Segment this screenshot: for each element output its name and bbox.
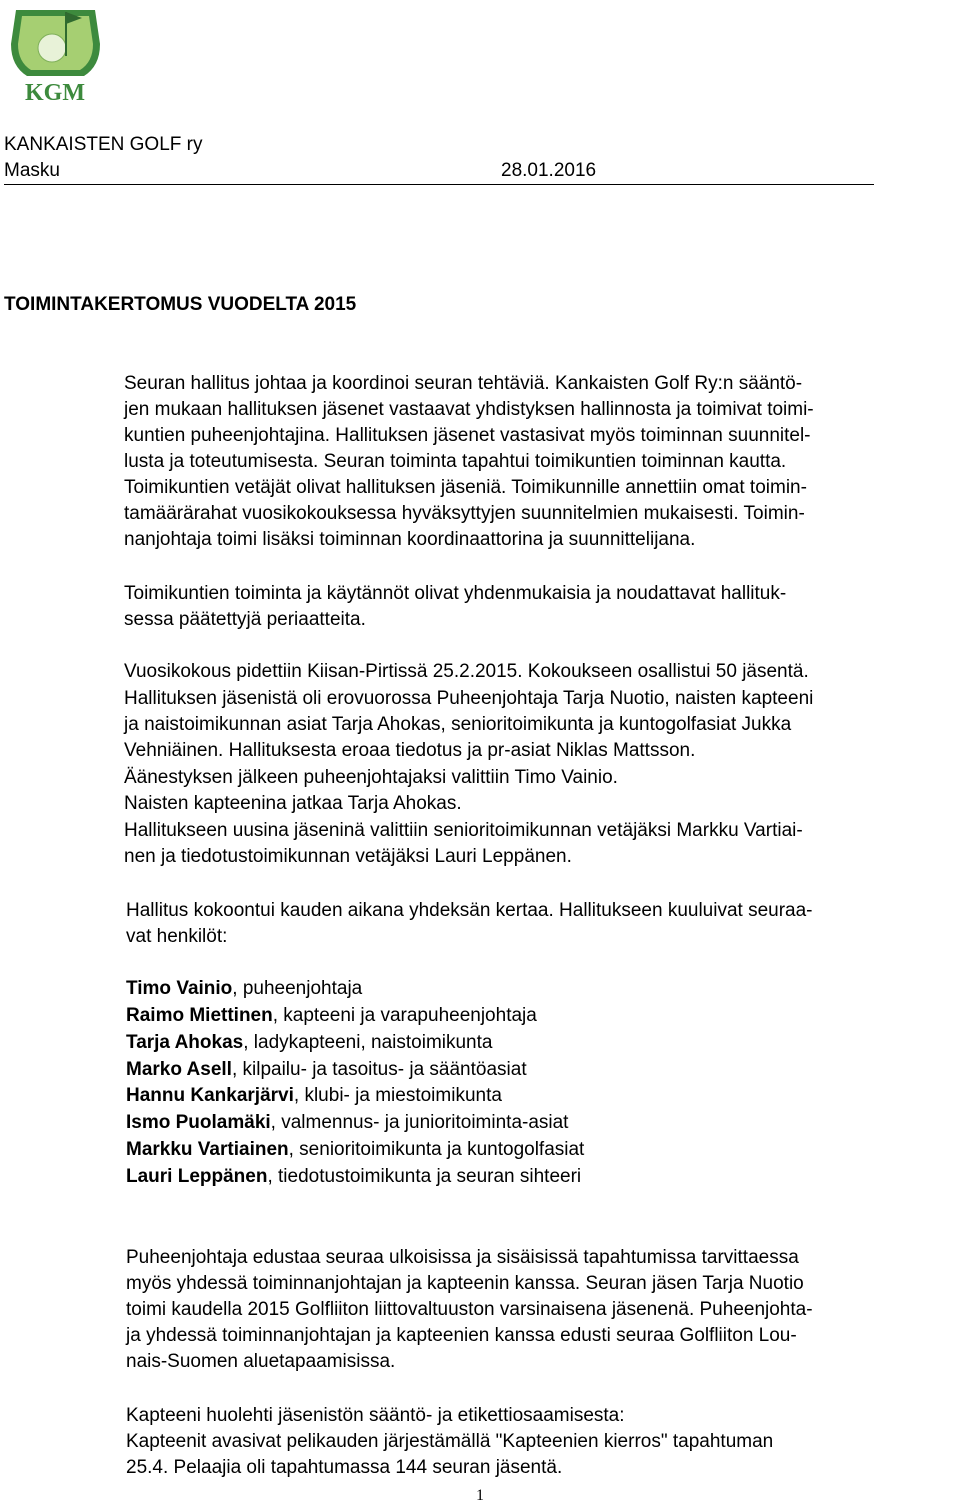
text-line: jen mukaan hallituksen jäsenet vastaavat yhdistyksen hallinnosta ja toimivat toimi- xyxy=(124,399,814,420)
text-line: nen ja tiedotustoimikunnan vetäjäksi Lauri Leppänen. xyxy=(124,846,572,867)
board-member xyxy=(126,976,362,1002)
member-name: Markku Vartiainen xyxy=(126,1139,289,1160)
text-line: Kapteeni huolehti jäsenistön sääntö- ja etikettiosaamisesta: xyxy=(126,1405,625,1426)
member-role: , kilpailu- ja tasoitus- ja sääntöasiat xyxy=(231,1059,527,1080)
text-line: tamäärärahat vuosikokouksessa hyväksyttyjen suunnitelmien mukaisesti. Toimin- xyxy=(124,503,805,524)
kgm-logo xyxy=(8,4,103,104)
org-name: KANKAISTEN GOLF ry xyxy=(4,134,203,155)
text-line: Toimikuntien toiminta ja käytännöt olivat yhdenmukaisia ja noudattavat hallituk- xyxy=(124,583,787,604)
text-line: ja naistoimikunnan asiat Tarja Ahokas, senioritoimikunta ja kuntogolfasiat Jukka xyxy=(124,714,792,735)
text-line: nanjohtaja toimi lisäksi toiminnan koordinaattorina ja suunnittelijana. xyxy=(124,529,696,550)
board-member xyxy=(126,1083,502,1109)
page-number: 1 xyxy=(476,1487,484,1504)
board-member xyxy=(126,1003,537,1029)
text-line: Vehniäinen. Hallituksesta eroaa tiedotus ja pr-asiat Niklas Mattsson. xyxy=(124,740,696,761)
text-line: Hallitus kokoontui kauden aikana yhdeksän kertaa. Hallitukseen kuuluivat seuraa- xyxy=(126,900,813,921)
member-name: Timo Vainio xyxy=(126,978,233,999)
text-line: lusta ja toteutumisesta. Seuran toiminta tapahtui toimikuntien toiminnan kautta. xyxy=(124,451,787,472)
board-member xyxy=(126,1110,568,1136)
member-name: Tarja Ahokas xyxy=(126,1032,244,1053)
place-date-row xyxy=(4,158,874,185)
text-line: Kapteenit avasivat pelikauden järjestämällä "Kapteenien kierros" tapahtuman xyxy=(126,1431,774,1452)
member-name: Ismo Puolamäki xyxy=(126,1112,271,1133)
member-role: , valmennus- ja junioritoiminta-asiat xyxy=(270,1112,569,1133)
board-member xyxy=(126,1137,584,1163)
text-line: Vuosikokous pidettiin Kiisan-Pirtissä 25.2.2015. Kokoukseen osallistui 50 jäsentä. xyxy=(124,661,809,682)
text-line: Puheenjohtaja edustaa seuraa ulkoisissa ja sisäisissä tapahtumissa tarvittaessa xyxy=(126,1247,799,1268)
text-line: Naisten kapteenina jatkaa Tarja Ahokas. xyxy=(124,793,462,814)
text-line: Hallituksen jäsenistä oli erovuorossa Puheenjohtaja Tarja Nuotio, naisten kapteeni xyxy=(124,688,814,709)
board-member xyxy=(126,1030,492,1056)
member-name: Raimo Miettinen xyxy=(126,1005,273,1026)
text-line: Äänestyksen jälkeen puheenjohtajaksi valittiin Timo Vainio. xyxy=(124,767,618,788)
text-line: sessa päätettyjä periaatteita. xyxy=(124,609,366,630)
text-line: kuntien puheenjohtajina. Hallituksen jäsenet vastasivat myös toiminnan suunnitel- xyxy=(124,425,811,446)
text-line: Toimikuntien vetäjät olivat hallituksen jäseniä. Toimikunnille annettiin omat toimin- xyxy=(124,477,807,498)
logo-text: KGM xyxy=(25,80,85,104)
text-line: nais-Suomen aluetapaamisissa. xyxy=(126,1351,396,1372)
text-line: toimi kaudella 2015 Golfliiton liittovaltuuston varsinaisena jäsenenä. Puheenjohta- xyxy=(126,1299,813,1320)
document-date: 28.01.2016 xyxy=(501,160,597,181)
member-role: , puheenjohtaja xyxy=(232,978,363,999)
text-line: myös yhdessä toiminnanjohtajan ja kapteenin kanssa. Seuran jäsen Tarja Nuotio xyxy=(126,1273,804,1294)
text-line: 25.4. Pelaajia oli tapahtumassa 144 seuran jäsentä. xyxy=(126,1457,563,1478)
member-name: Lauri Leppänen xyxy=(126,1166,268,1187)
text-line: ja yhdessä toiminnanjohtajan ja kapteenien kanssa edusti seuraa Golfliiton Lou- xyxy=(126,1325,797,1346)
text-line: vat henkilöt: xyxy=(126,926,228,947)
member-role: , klubi- ja miestoimikunta xyxy=(293,1085,502,1106)
member-role: , senioritoimikunta ja kuntogolfasiat xyxy=(288,1139,585,1160)
text-line: Seuran hallitus johtaa ja koordinoi seuran tehtäviä. Kankaisten Golf Ry:n sääntö- xyxy=(124,373,803,394)
member-name: Marko Asell xyxy=(126,1059,232,1080)
member-role: , kapteeni ja varapuheenjohtaja xyxy=(272,1005,537,1026)
document-title: TOIMINTAKERTOMUS VUODELTA 2015 xyxy=(4,294,357,315)
member-name: Hannu Kankarjärvi xyxy=(126,1085,294,1106)
member-role: , tiedotustoimikunta ja seuran sihteeri xyxy=(267,1166,582,1187)
place: Masku xyxy=(4,160,60,181)
text-line: Hallitukseen uusina jäseninä valittiin senioritoimikunnan vetäjäksi Markku Vartiai- xyxy=(124,820,803,841)
board-member xyxy=(126,1164,581,1190)
board-member xyxy=(126,1057,527,1083)
member-role: , ladykapteeni, naistoimikunta xyxy=(243,1032,493,1053)
